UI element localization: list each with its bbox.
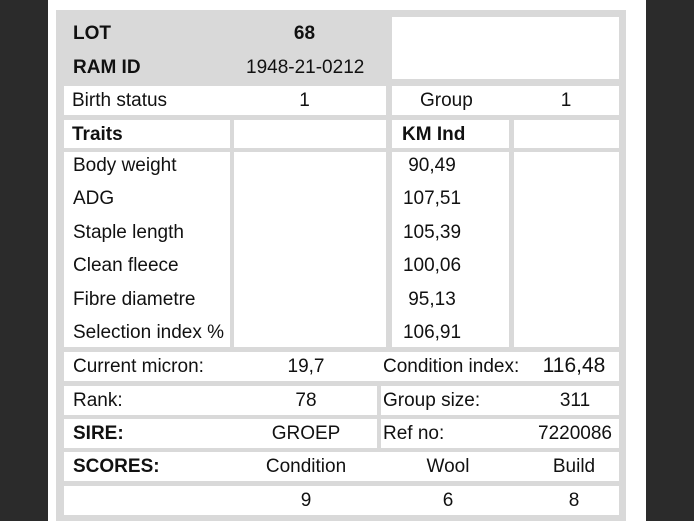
rank-value: 78 — [295, 390, 317, 411]
trait-name: Selection index % — [73, 322, 225, 343]
wool-score-value: 6 — [442, 490, 454, 511]
km-values-cell — [392, 152, 509, 347]
km-header-blank — [514, 120, 619, 148]
ram-id-label: RAM ID — [73, 57, 141, 78]
km-blank-cell — [514, 152, 619, 347]
trait-name: Body weight — [73, 155, 177, 176]
trait-name: ADG — [73, 188, 115, 209]
trait-value: 105,39 — [402, 222, 462, 243]
group-size-label: Group size: — [383, 390, 481, 411]
scores-label: SCORES: — [73, 456, 160, 477]
lot-label: LOT — [73, 23, 111, 44]
trait-name: Clean fleece — [73, 255, 179, 276]
group-size-value: 311 — [559, 390, 591, 411]
birth-status-value: 1 — [299, 90, 310, 111]
lot-value: 68 — [293, 23, 316, 44]
ref-no-value: 7220086 — [538, 423, 612, 444]
traits-names-cell — [64, 152, 230, 347]
condition-score-value: 9 — [300, 490, 312, 511]
trait-name: Staple length — [73, 222, 184, 243]
traits-header-blank — [234, 120, 386, 148]
ref-no-label: Ref no: — [383, 423, 445, 444]
birth-status-label: Birth status — [72, 90, 168, 111]
build-score-label: Build — [552, 456, 596, 477]
group-label: Group — [420, 90, 473, 111]
current-micron-value: 19,7 — [287, 356, 325, 377]
trait-value: 107,51 — [402, 188, 462, 209]
km-header-cell — [392, 120, 509, 148]
build-score-value: 8 — [568, 490, 580, 511]
photo-box — [392, 17, 619, 79]
trait-value: 95,13 — [408, 289, 456, 310]
condition-index-value: 116,48 — [542, 354, 606, 377]
km-ind-header: KM Ind — [402, 123, 466, 145]
traits-header-cell — [64, 120, 230, 148]
group-value: 1 — [560, 90, 572, 111]
condition-index-label: Condition index: — [383, 356, 520, 377]
traits-blank-cell — [234, 152, 386, 347]
ram-card — [56, 10, 626, 521]
traits-header: Traits — [72, 123, 123, 145]
ram-id-value: 1948-21-0212 — [246, 57, 365, 78]
condition-score-label: Condition — [265, 456, 347, 477]
sheet — [48, 0, 646, 521]
trait-name: Fibre diametre — [73, 289, 196, 310]
rank-label: Rank: — [73, 390, 123, 411]
trait-value: 100,06 — [402, 255, 462, 276]
current-micron-label: Current micron: — [73, 356, 204, 377]
trait-value: 90,49 — [408, 155, 456, 176]
trait-value: 106,91 — [402, 322, 462, 343]
sire-value: GROEP — [271, 423, 341, 444]
sire-label: SIRE: — [73, 423, 124, 444]
wool-score-label: Wool — [426, 456, 470, 477]
